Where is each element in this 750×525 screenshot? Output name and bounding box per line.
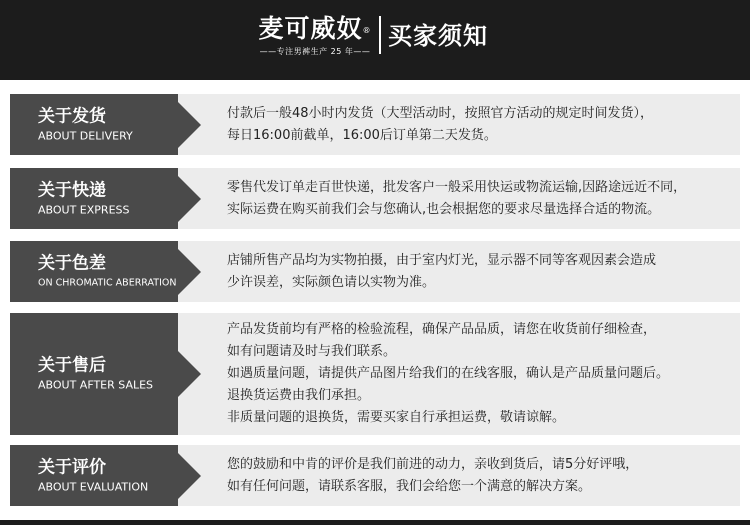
section-label — [10, 313, 178, 435]
registered-mark: ® — [362, 26, 372, 35]
section-title-en: ABOUT EVALUATION — [38, 480, 149, 493]
section-after-sales — [10, 313, 740, 435]
section-label — [10, 445, 178, 506]
section-title-cn: 关于快递 — [38, 180, 106, 200]
section-title-cn: 关于评价 — [38, 457, 106, 477]
section-express — [10, 168, 740, 229]
content-line: 非质量问题的退换货，需要买家自行承担运费，敬请谅解。 — [227, 410, 566, 425]
section-title-en: ABOUT EXPRESS — [38, 203, 130, 216]
section-title-cn: 关于发货 — [38, 106, 106, 126]
header-divider — [379, 16, 381, 54]
content-line: 您的鼓励和中肯的评价是我们前进的动力，亲收到货后，请5分好评哦， — [227, 456, 639, 472]
section-content — [227, 177, 732, 221]
content-line: 如有任何问题，请联系客服，我们会给您一个满意的解决方案。 — [227, 478, 592, 494]
content-line: 实际运费在购买前我们会与您确认,也会根据您的要求尽量选择合适的物流。 — [227, 201, 661, 217]
header-banner — [0, 0, 750, 80]
content-line: 店铺所售产品均为实物拍摄，由于室内灯光，显示器不同等客观因素会造成 — [227, 252, 657, 268]
section-title-en: ABOUT DELIVERY — [38, 129, 133, 142]
content-line: 如有问题请及时与我们联系。 — [227, 344, 397, 359]
content-line: 如遇质量问题，请提供产品图片给我们的在线客服，确认是产品质量问题后。 — [227, 366, 670, 381]
section-content — [227, 103, 732, 147]
section-content — [227, 250, 732, 294]
section-evaluation — [10, 445, 740, 506]
section-label — [10, 241, 178, 302]
brand-slogan: ——专注男裤生产 25 年—— — [259, 47, 371, 56]
brand-logo — [255, 14, 375, 58]
section-title-en: ON CHROMATIC ABERRATION — [38, 277, 177, 288]
section-color-difference — [10, 241, 740, 302]
section-content — [227, 454, 732, 498]
section-title-en: ABOUT AFTER SALES — [38, 378, 154, 392]
brand-name: 麦可威奴® — [258, 14, 372, 43]
section-label — [10, 168, 178, 229]
section-delivery — [10, 94, 740, 155]
content-line: 零售代发订单走百世快递，批发客户一般采用快运或物流运输,因路途远近不同， — [227, 179, 687, 195]
content-line: 退换货运费由我们承担。 — [227, 388, 371, 403]
content-line: 少许误差，实际颜色请以实物为准。 — [227, 274, 436, 290]
content-line: 每日16:00前截单，16:00后订单第二天发货。 — [227, 127, 497, 143]
section-label — [10, 94, 178, 155]
section-content — [227, 319, 732, 429]
content-line: 付款后一般48小时内发货（大型活动时，按照官方活动的规定时间发货）， — [227, 105, 654, 121]
section-title-cn: 关于色差 — [38, 253, 106, 273]
footer-bar — [0, 520, 750, 525]
content-line: 产品发货前均有严格的检验流程，确保产品品质，请您在收货前仔细检查， — [227, 322, 657, 337]
page-title: 买家须知 — [388, 22, 488, 50]
section-title-cn: 关于售后 — [38, 355, 106, 376]
